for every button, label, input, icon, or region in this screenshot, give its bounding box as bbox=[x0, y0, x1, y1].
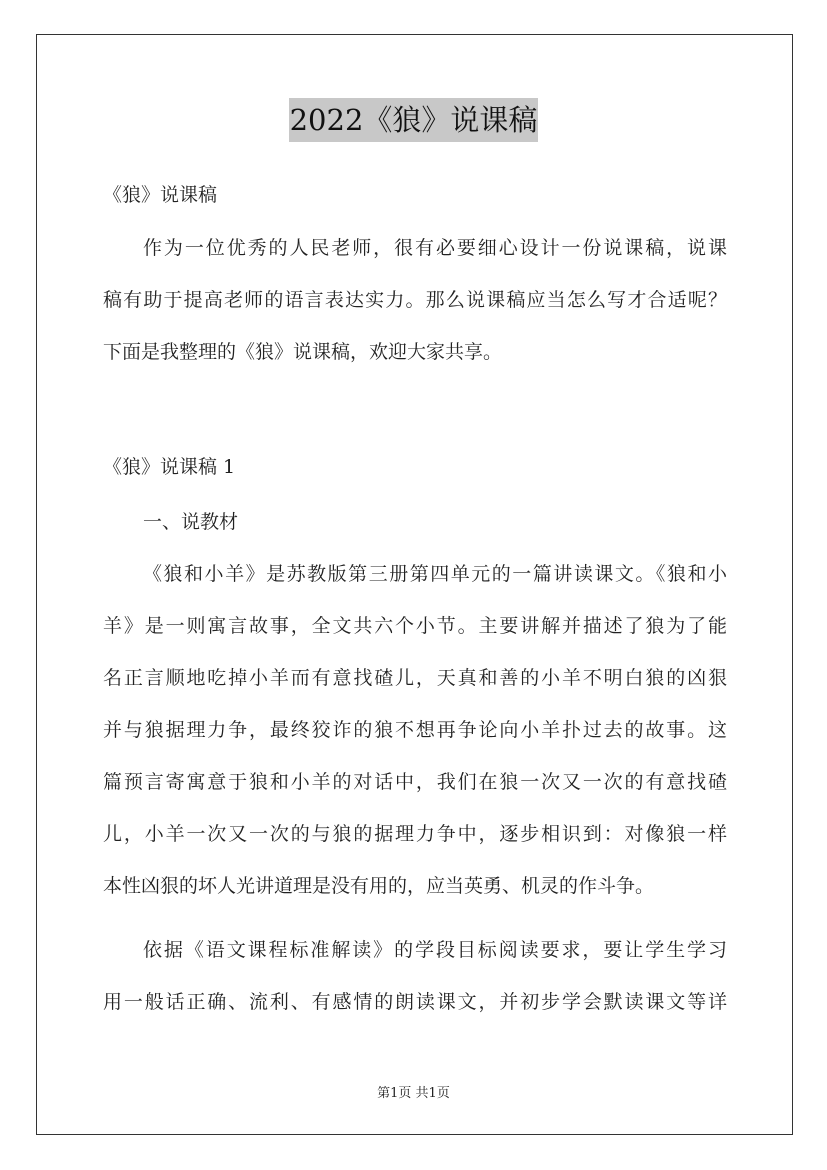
paragraph-line: 用一般话正确、流利、有感情的朗读课文，并初步学会默读课文等详 bbox=[103, 991, 727, 1013]
body-paragraph-1 bbox=[103, 548, 727, 912]
paragraph-line: 作为一位优秀的人民老师，很有必要细心设计一份说课稿，说课 bbox=[143, 237, 727, 259]
paragraph-line: 名正言顺地吃掉小羊而有意找碴儿，天真和善的小羊不明白狼的凶狠 bbox=[103, 667, 727, 689]
page-footer: 第1页 共1页 bbox=[377, 1086, 450, 1101]
document-subtitle: 《狼》说课稿 bbox=[103, 184, 218, 206]
document-title: 2022《狼》说课稿 bbox=[289, 98, 539, 142]
paragraph-line: 并与狼据理力争，最终狡诈的狼不想再争论向小羊扑过去的故事。这 bbox=[103, 719, 727, 741]
paragraph-line: 篇预言寄寓意于狼和小羊的对话中，我们在狼一次又一次的有意找碴 bbox=[103, 771, 727, 793]
paragraph-line: 稿有助于提高老师的语言表达实力。那么说课稿应当怎么写才合适呢？ bbox=[103, 289, 727, 311]
paragraph-line: 《狼和小羊》是苏教版第三册第四单元的一篇讲读课文。《狼和小 bbox=[143, 563, 727, 585]
title-container bbox=[0, 98, 827, 142]
paragraph-line: 依据《语文课程标准解读》的学段目标阅读要求，要让学生学习 bbox=[143, 939, 727, 961]
paragraph-line: 下面是我整理的《狼》说课稿，欢迎大家共享。 bbox=[103, 341, 503, 363]
section-title: 《狼》说课稿 1 bbox=[103, 456, 236, 478]
paragraph-line: 儿，小羊一次又一次的与狼的据理力争中，逐步相识到：对像狼一样 bbox=[103, 823, 727, 845]
section-heading: 一、说教材 bbox=[143, 511, 239, 533]
paragraph-line: 羊》是一则寓言故事，全文共六个小节。主要讲解并描述了狼为了能 bbox=[103, 615, 727, 637]
intro-paragraph bbox=[103, 222, 727, 378]
paragraph-line: 本性凶狠的坏人光讲道理是没有用的，应当英勇、机灵的作斗争。 bbox=[103, 875, 655, 897]
body-paragraph-2 bbox=[103, 924, 727, 1028]
